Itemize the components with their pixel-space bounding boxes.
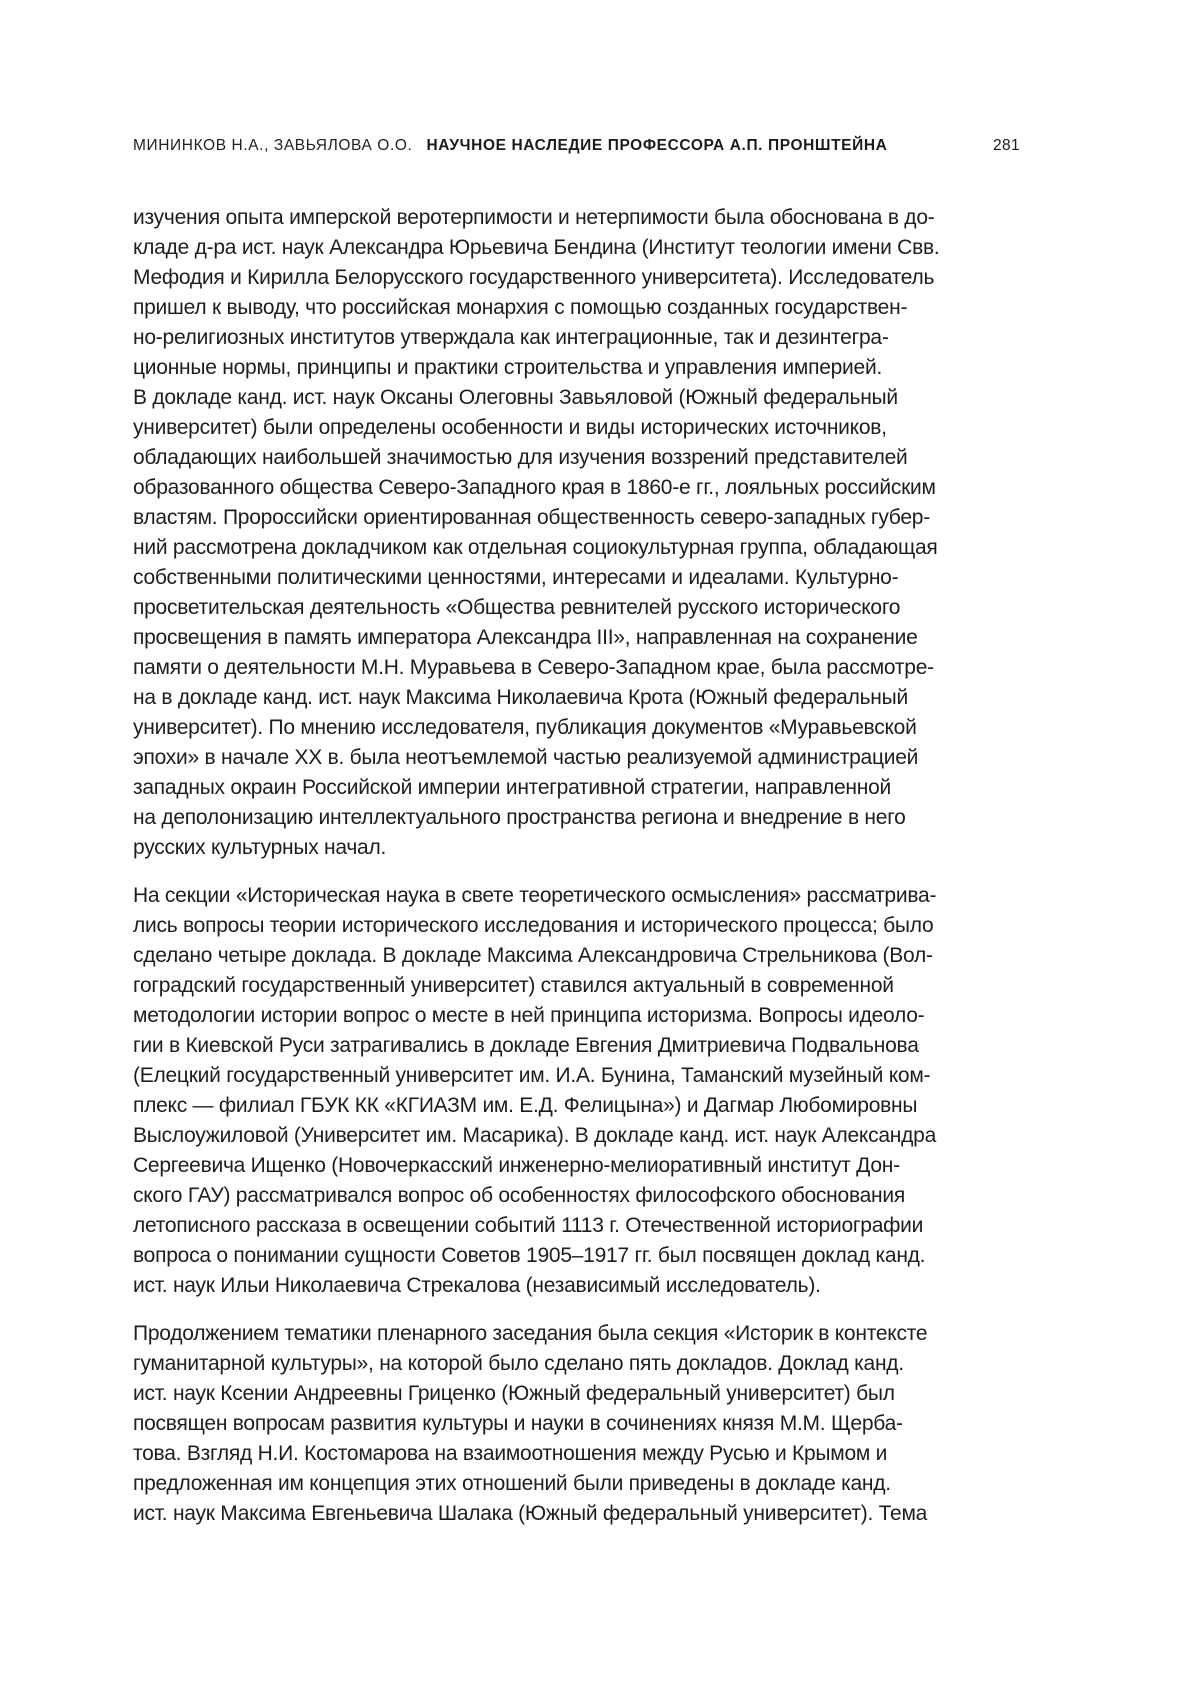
running-header <box>133 136 1020 156</box>
paragraph-1: изучения опыта имперской веротерпимости и нетерпимости была обоснована в до- кладе д-ра ист. наук Александра Юрьевича Бендина (Институт теологии имени Свв. Мефодия и Кирилла Белорусского государственного университета). Исследователь пришел к выводу, что российская монархия с помощью созданных государствен- но-религиозных институтов утверждала как интеграционные, так и дезинтегра- ционные нормы, принципы и практики строительства и управления империей. В докладе канд. ист. наук Оксаны Олеговны Завьяловой (Южный федеральный университет) были определены особенности и виды исторических источников, обладающих наибольшей значимостью для изучения воззрений представителей образованного общества Северо-Западного края в 1860-е гг., лояльных российским властям. Пророссийски ориентированная общественность северо-западных губер- ний рассмотрена докладчиком как отдельная социокультурная группа, обладающая собственными политическими ценностями, интересами и идеалами. Культурно- просветительская деятельность «Общества ревнителей русского исторического просвещения в память императора Александра III», направленная на сохранение памяти о деятельности М.Н. Муравьева в Северо-Западном крае, была рассмотре- на в докладе канд. ист. наук Максима Николаевича Крота (Южный федеральный университет). По мнению исследователя, публикация документов «Муравьевской эпохи» в начале ХХ в. была неотъемлемой частью реализуемой администрацией западных окраин Российской империи интегративной стратегии, направленной на деполонизацию интеллектуального пространства региона и внедрение в него русских культурных начал. <box>133 206 940 859</box>
header-article-title: НАУЧНОЕ НАСЛЕДИЕ ПРОФЕССОРА А.П. ПРОНШТЕЙНА <box>426 137 888 154</box>
paragraph-2: На секции «Историческая наука в свете теоретического осмысления» рассматрива- лись вопросы теории исторического исследования и исторического процесса; было сделано четыре доклада. В докладе Максима Александровича Стрельникова (Вол- гоградский государственный университет) ставился актуальный в современной методологии истории вопрос о месте в ней принципа историзма. Вопросы идеоло- гии в Киевской Руси затрагивались в докладе Евгения Дмитриевича Подвальнова (Елецкий государственный университет им. И.А. Бунина, Таманский музейный ком- плекс — филиал ГБУК КК «КГИАЗМ им. Е.Д. Фелицына») и Дагмар Любомировны Выслоужиловой (Университет им. Масарика). В докладе канд. ист. наук Александра Сергеевича Ищенко (Новочеркасский инженерно-мелиоративный институт Дон- ского ГАУ) рассматривался вопрос об особенностях философского обоснования летописного рассказа в освещении событий 1113 г. Отечественной историографии вопроса о понимании сущности Советов 1905–1917 гг. был посвящен доклад канд. ист. наук Ильи Николаевича Стрекалова (независимый исследователь). <box>133 884 937 1297</box>
paragraph-3: Продолжением тематики пленарного заседания была секция «Историк в контексте гуманитарной культуры», на которой было сделано пять докладов. Доклад канд. ист. наук Ксении Андреевны Гриценко (Южный федеральный университет) был посвящен вопросам развития культуры и науки в сочинениях князя М.М. Щерба- това. Взгляд Н.И. Костомарова на взаимоотношения между Русью и Крымом и предложенная им концепция этих отношений были приведены в докладе канд. ист. наук Максима Евгеньевича Шалака (Южный федеральный университет). Тема <box>133 1322 928 1525</box>
body-text <box>133 203 1073 1547</box>
page-number: 281 <box>992 137 1020 154</box>
header-authors: МИНИНКОВ Н.А., ЗАВЬЯЛОВА О.О. <box>133 137 413 154</box>
